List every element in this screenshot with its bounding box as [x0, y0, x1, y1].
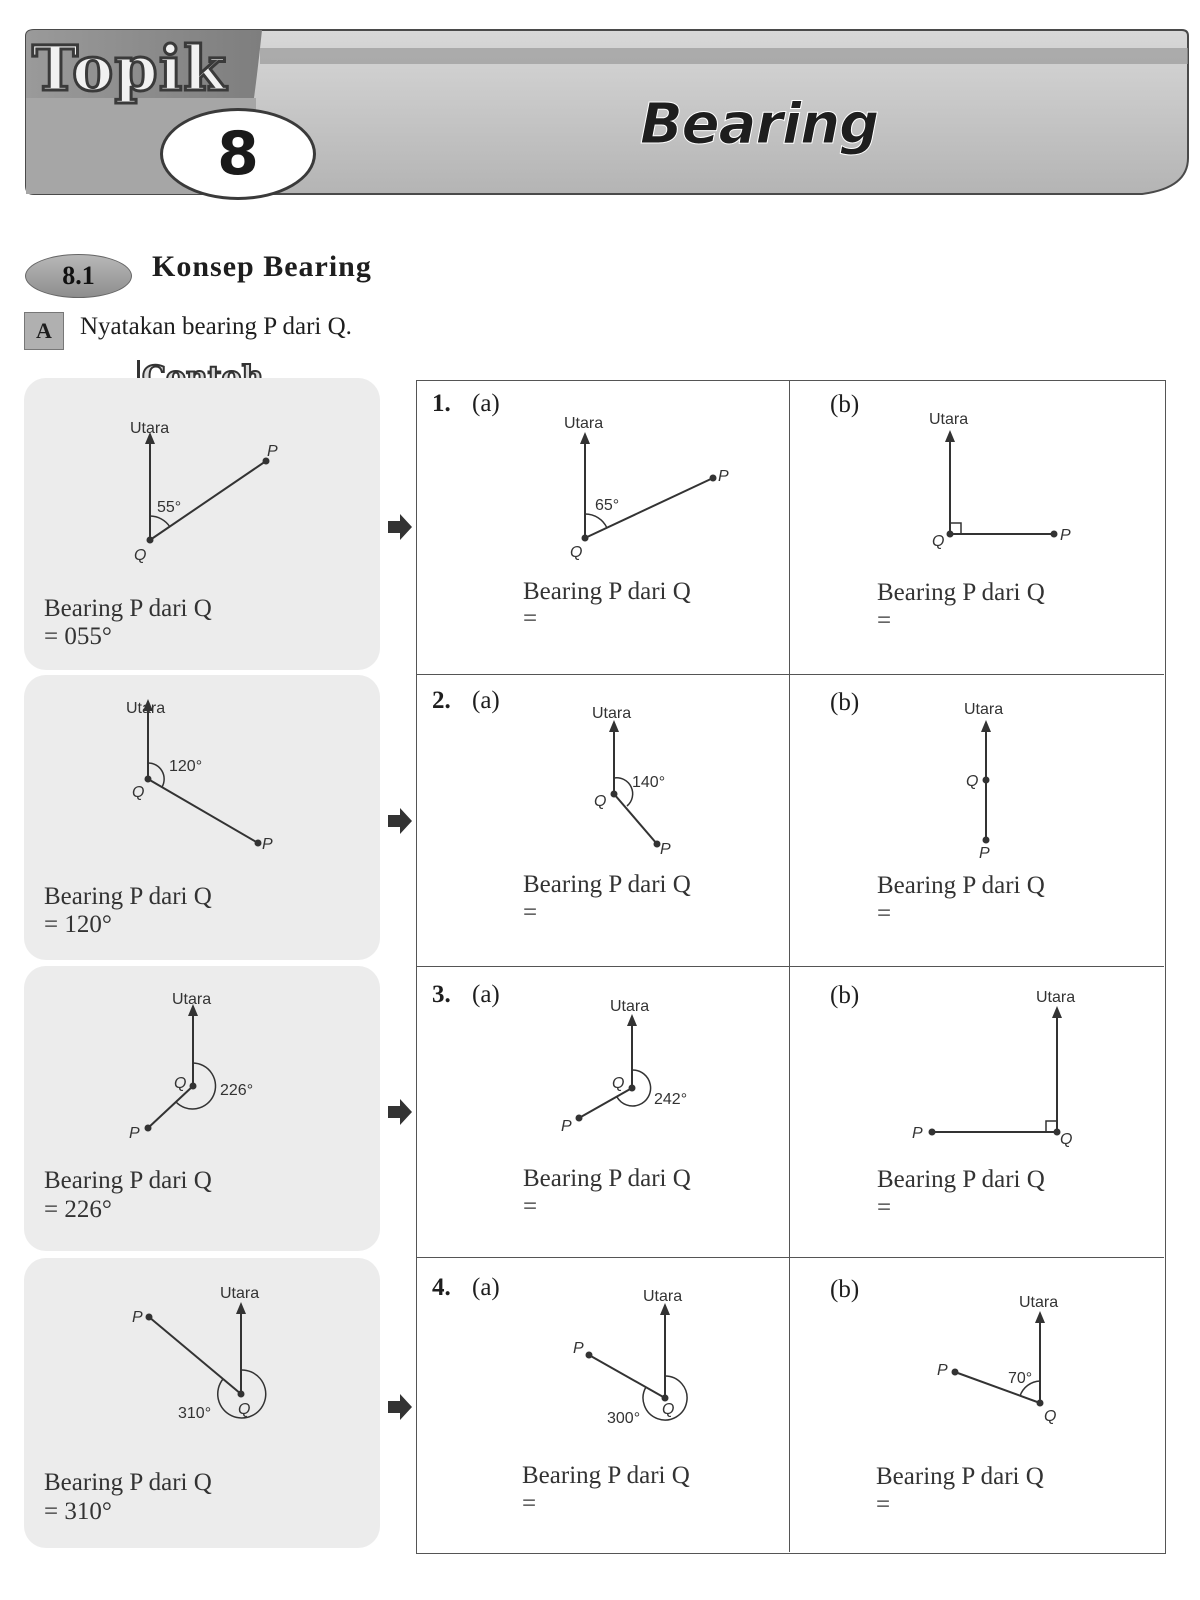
question-diagram	[416, 1257, 789, 1467]
right-arrow-icon	[386, 1097, 414, 1127]
point-p-label: P	[561, 1118, 572, 1135]
question-number: 2.	[432, 687, 451, 714]
question-diagram	[416, 380, 789, 580]
section-number-badge: 8.1	[25, 254, 132, 298]
question-number: 4.	[432, 1274, 451, 1301]
question-diagram	[790, 674, 1163, 874]
bearing-answer[interactable]: =	[877, 607, 892, 634]
question-number: 3.	[432, 981, 451, 1008]
right-arrow-icon	[386, 1392, 414, 1422]
bearing-label: Bearing P dari Q	[877, 1166, 1045, 1193]
example-diagram	[24, 966, 380, 1166]
bearing-label: Bearing P dari Q	[523, 578, 691, 605]
north-label: Utara	[130, 420, 170, 437]
bearing-answer[interactable]: =	[523, 605, 538, 632]
point-q-label: Q	[238, 1401, 251, 1418]
north-label: Utara	[929, 411, 969, 428]
right-arrow-icon	[386, 512, 414, 542]
bearing-answer[interactable]: =	[523, 899, 538, 926]
angle-label: 55°	[157, 499, 182, 516]
point-q-label: Q	[594, 793, 607, 810]
point-p-label: P	[660, 841, 671, 858]
bearing-label: Bearing P dari Q	[523, 1165, 691, 1192]
example-diagram	[24, 1258, 380, 1468]
north-label: Utara	[610, 998, 650, 1015]
north-label: Utara	[220, 1285, 260, 1302]
bearing-label: Bearing P dari Q	[877, 579, 1045, 606]
point-p-label: P	[267, 443, 278, 460]
point-p-label: P	[1060, 527, 1071, 544]
angle-label: 310°	[178, 1405, 212, 1422]
bearing-answer: = 120°	[44, 911, 112, 938]
bearing-answer: = 055°	[44, 623, 112, 650]
bearing-answer: = 310°	[44, 1498, 112, 1525]
bearing-label: Bearing P dari Q	[44, 883, 212, 910]
question-part-label: (a)	[472, 981, 500, 1008]
angle-label: 70°	[1008, 1370, 1033, 1387]
bearing-answer: = 226°	[44, 1196, 112, 1223]
question-diagram	[790, 380, 1163, 580]
bearing-label: Bearing P dari Q	[44, 1469, 212, 1496]
bearing-label: Bearing P dari Q	[522, 1462, 690, 1489]
bearing-answer[interactable]: =	[876, 1491, 891, 1518]
question-diagram	[416, 966, 789, 1166]
angle-label: 300°	[607, 1410, 641, 1427]
question-number: 1.	[432, 390, 451, 417]
bearing-label: Bearing P dari Q	[523, 871, 691, 898]
question-part-label: (b)	[830, 689, 860, 716]
point-p-label: P	[262, 836, 273, 853]
question-part-label: (a)	[472, 687, 500, 714]
north-label: Utara	[126, 700, 166, 717]
question-diagram	[416, 674, 789, 874]
point-p-label: P	[979, 845, 990, 862]
question-diagram	[790, 966, 1163, 1166]
point-p-label: P	[132, 1309, 143, 1326]
point-q-label: Q	[570, 544, 583, 561]
angle-label: 140°	[632, 774, 666, 791]
activity-letter-badge: A	[24, 312, 64, 350]
point-q-label: Q	[966, 773, 979, 790]
north-label: Utara	[592, 705, 632, 722]
example-diagram	[24, 378, 380, 588]
angle-label: 120°	[169, 758, 203, 775]
question-part-label: (b)	[830, 982, 860, 1009]
bearing-answer[interactable]: =	[523, 1193, 538, 1220]
point-q-label: Q	[662, 1401, 675, 1418]
question-part-label: (b)	[830, 391, 860, 418]
point-q-label: Q	[612, 1075, 625, 1092]
point-q-label: Q	[134, 547, 147, 564]
question-part-label: (a)	[472, 390, 500, 417]
page-title: Bearing	[640, 92, 879, 157]
point-q-label: Q	[132, 784, 145, 801]
topic-label: Topik	[32, 32, 228, 105]
topic-number: 8	[160, 108, 316, 200]
question-diagram	[790, 1257, 1163, 1467]
north-label: Utara	[643, 1288, 683, 1305]
north-label: Utara	[1036, 989, 1076, 1006]
north-label: Utara	[964, 701, 1004, 718]
point-q-label: Q	[174, 1075, 187, 1092]
point-p-label: P	[718, 468, 729, 485]
north-label: Utara	[564, 415, 604, 432]
question-part-label: (a)	[472, 1274, 500, 1301]
point-p-label: P	[912, 1125, 923, 1142]
activity-instruction: Nyatakan bearing P dari Q.	[80, 313, 352, 340]
point-p-label: P	[573, 1340, 584, 1357]
point-q-label: Q	[1060, 1131, 1073, 1148]
bearing-answer[interactable]: =	[522, 1490, 537, 1517]
bearing-label: Bearing P dari Q	[877, 872, 1045, 899]
angle-label: 242°	[654, 1091, 688, 1108]
point-p-label: P	[129, 1125, 140, 1142]
bearing-label: Bearing P dari Q	[44, 595, 212, 622]
bearing-answer[interactable]: =	[877, 1194, 892, 1221]
bearing-answer[interactable]: =	[877, 900, 892, 927]
point-p-label: P	[937, 1362, 948, 1379]
question-part-label: (b)	[830, 1276, 860, 1303]
north-label: Utara	[1019, 1294, 1059, 1311]
bearing-label: Bearing P dari Q	[44, 1167, 212, 1194]
example-diagram	[24, 675, 380, 875]
point-q-label: Q	[932, 533, 945, 550]
section-title: Konsep Bearing	[152, 250, 372, 283]
angle-label: 65°	[595, 497, 620, 514]
point-q-label: Q	[1044, 1408, 1057, 1425]
right-arrow-icon	[386, 806, 414, 836]
bearing-label: Bearing P dari Q	[876, 1463, 1044, 1490]
angle-label: 226°	[220, 1082, 254, 1099]
north-label: Utara	[172, 991, 212, 1008]
